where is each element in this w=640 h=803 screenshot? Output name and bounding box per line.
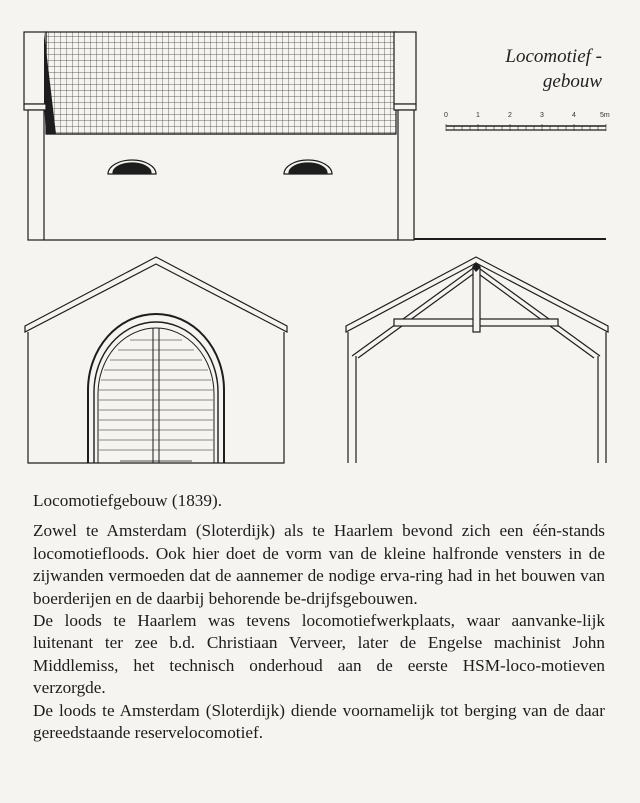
half-round-window: [108, 160, 156, 174]
scale-bar: [446, 124, 606, 131]
tiled-roof: [46, 32, 396, 134]
title-line-2: gebouw: [542, 71, 602, 92]
scale-label-0: 0: [444, 112, 448, 119]
scale-label-4: 4: [572, 112, 576, 119]
arched-door: [88, 314, 224, 463]
half-round-window: [284, 160, 332, 174]
right-gable-end: [394, 32, 416, 104]
left-gable-end: [24, 32, 46, 104]
scale-label-1: 1: [476, 112, 480, 119]
scale-label-5m: 5m: [600, 112, 610, 119]
scale-label-2: 2: [508, 112, 512, 119]
scale-label-3: 3: [540, 112, 544, 119]
caption-paragraph: De loods te Haarlem was tevens locomotiefwerkplaats, waar aanvanke-lijk luitenant ter zee b.d. Christiaan Verveer, later de Engelse machinist John Middlemiss, het technisch onderhoud aan de eerste HSM-loco-motieven verzorgde.: [33, 611, 605, 698]
cross-section: [346, 257, 608, 463]
caption-title: Locomotiefgebouw (1839).: [33, 491, 223, 510]
title-line-1: Locomotief -: [505, 46, 602, 67]
caption: [33, 490, 605, 744]
drawing-title: [462, 44, 602, 94]
caption-paragraph: De loods te Amsterdam (Sloterdijk) diende voornamelijk tot berging van de daar gereedstaande reservelocomotief.: [33, 700, 605, 743]
king-post: [473, 268, 480, 332]
caption-paragraph: Zowel te Amsterdam (Sloterdijk) als te Haarlem bevond zich een één-stands locomotiefloods. Ook hier doet de vorm van de kleine halfronde vensters in de zijwanden vermoeden dat de aannemer de nodige erva-ring had in het bouwen van boerderijen en de daarbij behorende be-drijfsgebouwen.: [33, 521, 605, 608]
front-elevation: [25, 257, 287, 463]
